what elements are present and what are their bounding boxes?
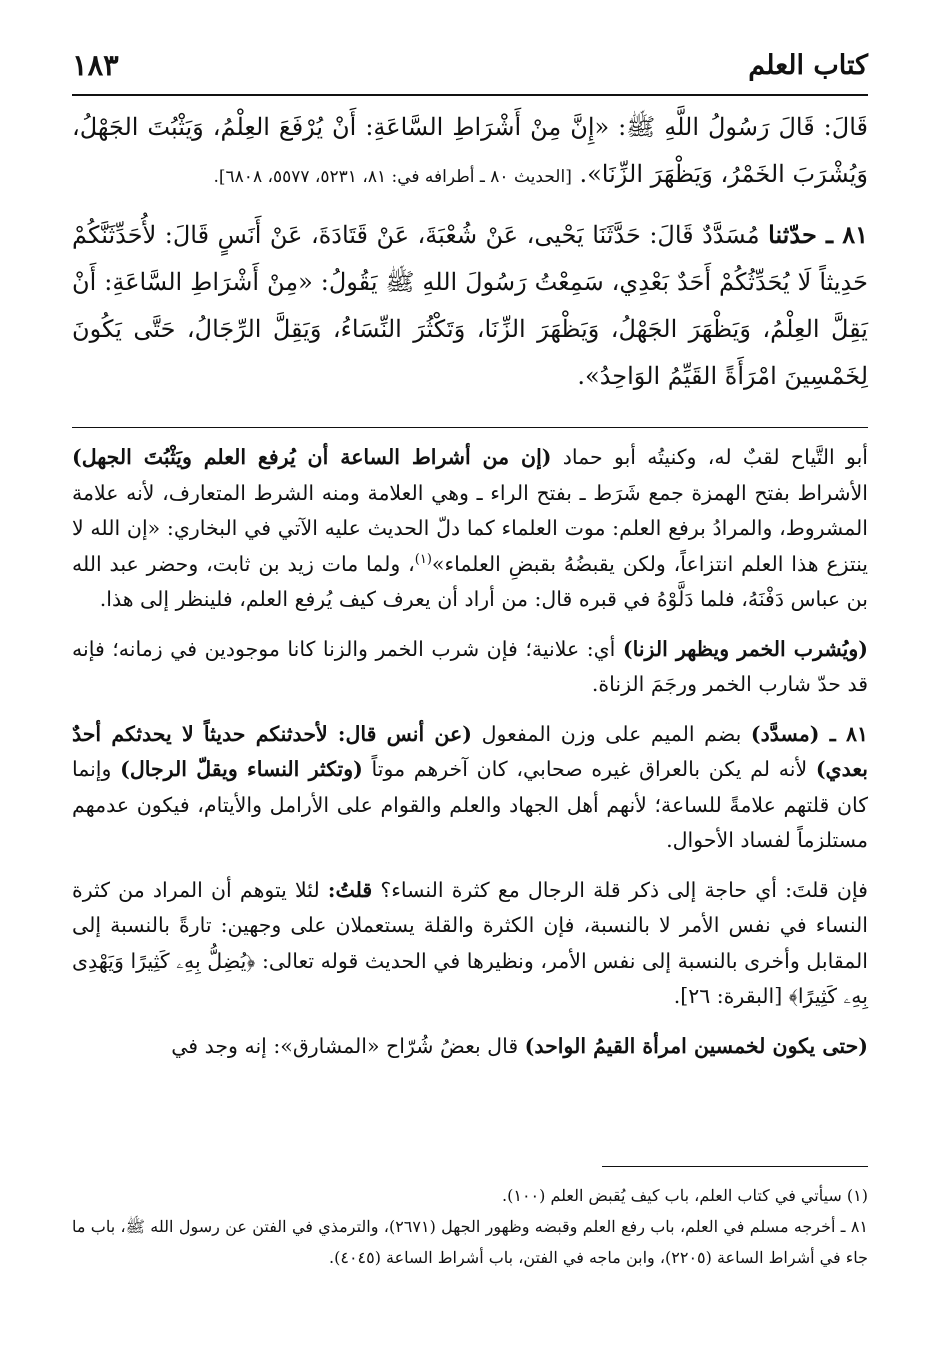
page-number: ١٨٣ — [72, 48, 119, 82]
hadith-81-text: مُسَدَّدٌ قَالَ: حَدَّثَنَا يَحْيى، عَنْ شُعْبَةَ، عَنْ قَتَادَةَ، عَنْ أَنَسٍ قَالَ: لأُحَدِّثَنَّكُمْ حَدِيثاً لَا يُحَدِّثُكُمْ أَحَدٌ بَعْدِي، سَمِعْتُ رَسُولَ اللهِ ﷺ يَقُولُ: «مِنْ أَشْرَاطِ السَّاعَةِ: أَنْ يَقِلَّ العِلْمُ، وَيَظْهَرَ الجَهْلُ، وَيَظْهَرَ الزِّنَا، وَتَكْثُرَ النِّسَاءُ، وَيَقِلَّ الرِّجَالُ، حَتَّى يَكُونَ لِخَمْسِينَ امْرَأَةً القَيِّمُ الوَاحِدُ». — [72, 221, 868, 390]
footnote-81: ٨١ ـ أخرجه مسلم في العلم، باب رفع العلم وقبضه وظهور الجهل (٢٦٧١)، والترمذي في الفتن عن رسول الله ﷺ، باب ما جاء في أشراط الساعة (٢٢٠٥)، وابن ماجه في الفتن، باب أشراط الساعة (٤٠٤٥). — [72, 1217, 868, 1267]
commentary-text: بضم الميم على وزن المفعول — [481, 721, 742, 746]
commentary-lemma: (عن أنس قال: لأحدثنكم حديثاً لا يحدثكم أحدٌ بعدي) — [72, 721, 868, 781]
commentary-text: أبو التَّياح لقبٌ له، وكنيتُه أبو حماد — [562, 445, 868, 469]
footnotes — [72, 1180, 868, 1273]
hadith-81-paragraph — [72, 211, 868, 400]
commentary-text: ، ولما مات زيد بن ثابت، وحضر عبد الله بن عباس دَفْنَهُ، فلما دَلَّوْهُ في قبره قال: من أراد أن يعرف كيف يُرفع العلم، فلينظر إلى هذا. — [72, 551, 868, 611]
commentary-divider — [72, 427, 868, 428]
commentary-paragraph — [72, 440, 868, 618]
commentary-text: وإنما كان قلتهم علامةً للساعة؛ لأنهم أهل الجهاد والعلم والقوام على الأرامل والأيتام، فيكون عدمهم مستلزماً لفساد الأحوال. — [72, 757, 868, 852]
commentary-paragraph — [72, 717, 868, 859]
hadith-80-text: قَالَ: قَالَ رَسُولُ اللَّهِ ﷺ: «إِنَّ مِنْ أَشْرَاطِ السَّاعَةِ: أَنْ يُرْفَعَ العِلْمُ، وَيَثْبُتَ الجَهْلُ، وَيُشْرَبَ الخَمْرُ، وَيَظْهَرَ الزِّنَا». — [72, 113, 868, 188]
commentary-lemma: قلتُ: — [327, 877, 373, 902]
commentary-text: أي: علانية؛ فإن شرب الخمر والزنا كانا موجودين في زمانه؛ فإنه قد حدّ شارب الخمر ورجَمَ الزناة. — [72, 636, 868, 696]
commentary-lemma: (وتكثر النساء ويقلّ الرجال) — [120, 757, 363, 781]
commentary-lemma: (حتى يكون لخمسين امرأة القيمُ الواحد) — [524, 1033, 868, 1058]
quran-reference: [البقرة: ٢٦]. — [673, 984, 783, 1008]
commentary-paragraph — [72, 632, 868, 703]
commentary — [72, 440, 868, 1064]
commentary-text: الأشراط بفتح الهمزة جمع شَرَط ـ بفتح الراء ـ وهي العلامة ومنه الشرط المتعارف، لأنه علامة المشروط، والمرادُ برفع العلم: موت العلماء كما دلّ الحديث عليه الآتي في البخاري: «إن الله لا ينتزع هذا العلم انتزاعاً، ولكن يقبضُهُ بقبضِ العلماء» — [72, 480, 869, 576]
commentary-lemma: (ويُشرب الخمر ويظهر الزنا) — [622, 636, 868, 661]
footnote-divider — [602, 1166, 868, 1167]
commentary-text: لئلا يتوهم أن المراد من كثرة النساء في نفس الأمر لا بالنسبة، فإن الكثرة والقلة يستعملان على وجهين: تارةً بالنسبة إلى المقابل وأخرى بالنسبة إلى نفس الأمر، ونظيرها في الحديث قوله تعالى: — [72, 877, 868, 973]
hadith-80-reference: [الحديث ٨٠ ـ أطرافه في: ٨١، ٥٢٣١، ٥٥٧٧، ٦٨٠٨]. — [213, 167, 572, 187]
hadith-81-number: ٨١ ـ حدّثنا — [768, 220, 868, 249]
page-header — [72, 48, 868, 96]
commentary-text: فإن قلتَ: أي حاجة إلى ذكر قلة الرجال مع كثرة النساء؟ — [380, 877, 868, 902]
commentary-lemma: (إن من أشراط الساعة أن يُرفع العلم ويَثْبُتَ الجهل) — [72, 445, 552, 469]
hadith-80-paragraph — [72, 104, 868, 201]
footnote-marker: (١) — [414, 551, 432, 567]
commentary-paragraph — [72, 1029, 868, 1065]
hadith-text — [72, 104, 868, 400]
commentary-lemma: ٨١ ـ (مسدَّد) — [750, 721, 868, 746]
commentary-text: لأنه لم يكن بالعراق غيره صحابي، كان آخرهم موتاً — [371, 757, 808, 781]
chapter-title: كتاب العلم — [748, 50, 868, 81]
quran-quote: ﴿يُضِلُّ بِهِۦ كَثِيرًا وَيَهْدِى بِهِۦ كَثِيرًا﴾ — [72, 948, 868, 1008]
footnote-1: (١) سيأتي في كتاب العلم، باب كيف يُقبض العلم (١٠٠). — [502, 1186, 868, 1205]
commentary-text: قال بعضُ شُرّاح «المشارق»: إنه وجد في — [171, 1033, 519, 1058]
commentary-paragraph — [72, 873, 868, 1015]
